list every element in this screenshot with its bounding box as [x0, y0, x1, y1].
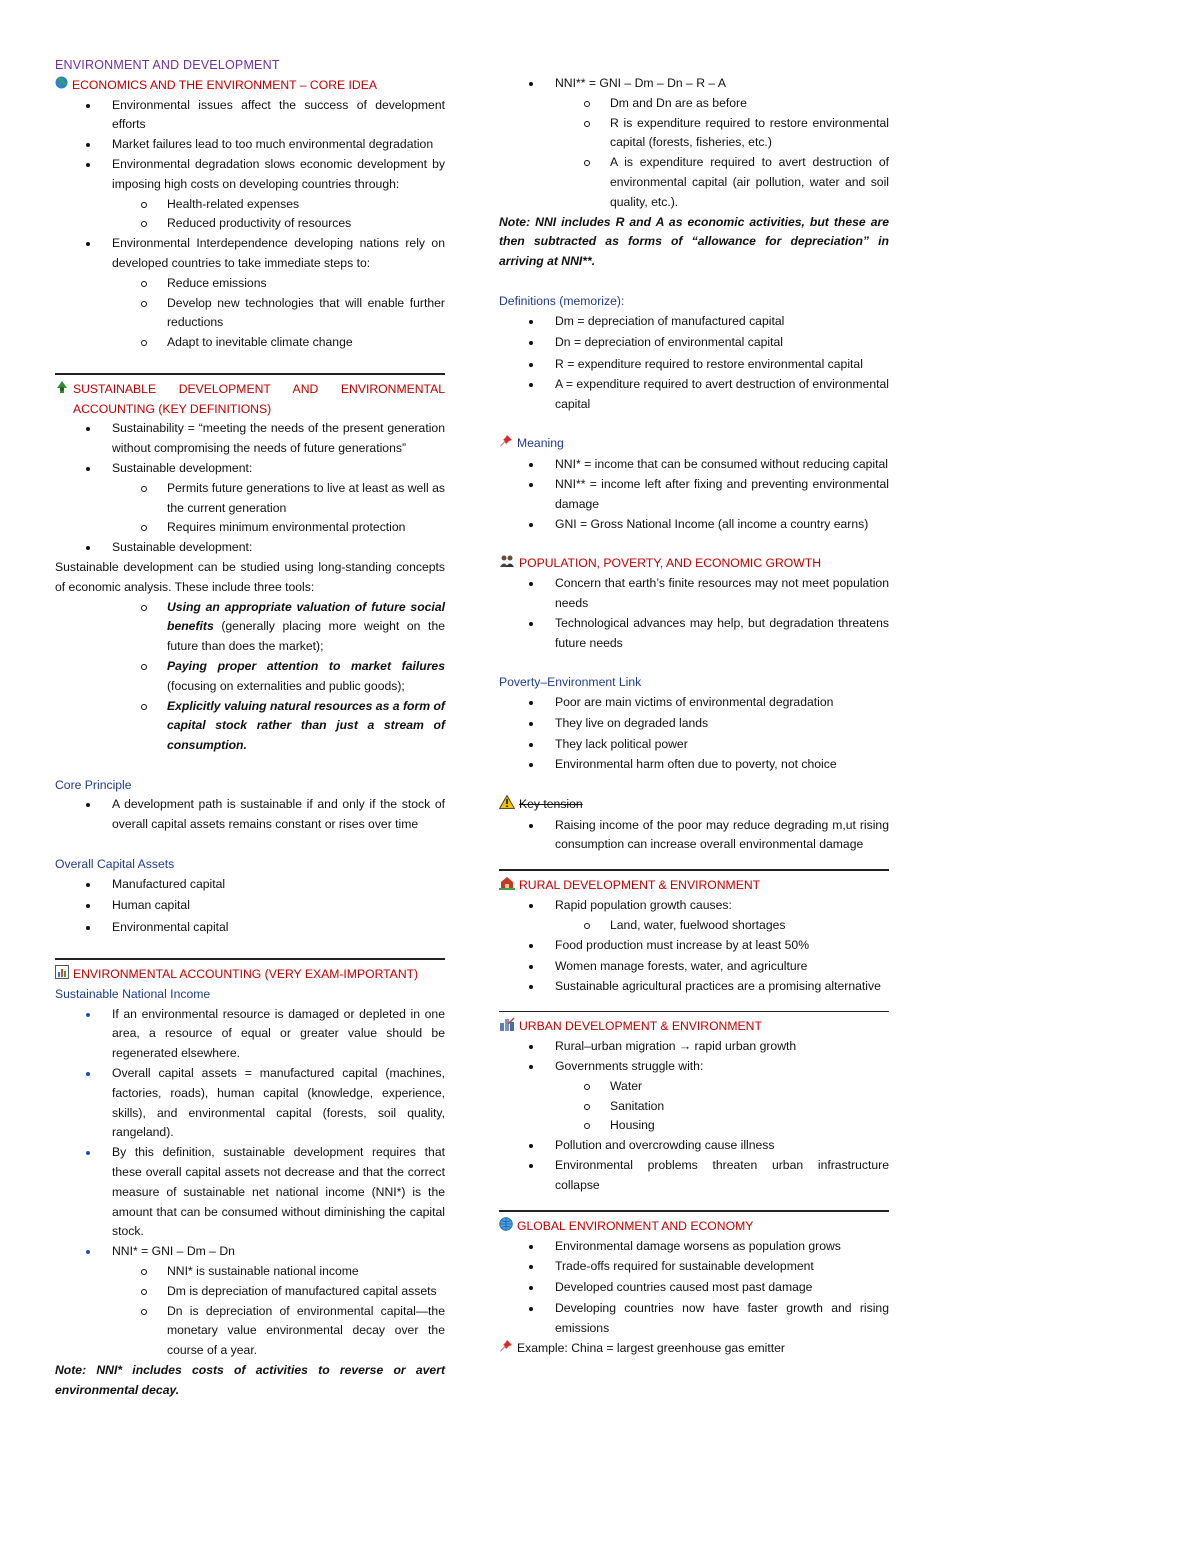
sub-list-item: NNI* is sustainable national income	[55, 1262, 445, 1282]
nni-double-star-list	[499, 74, 889, 213]
section-heading-population	[499, 554, 889, 574]
list-item-text: Environmental Interdependence developing nations rely on developed countries to take immediate steps to:	[112, 236, 445, 270]
list-item: R = expenditure required to restore environmental capital	[499, 355, 889, 375]
bar-chart-icon	[55, 965, 69, 985]
section-heading-economics	[55, 76, 445, 96]
spacer	[499, 997, 889, 1011]
capital-assets-list	[55, 875, 445, 938]
list-item-text: Sustainable development:	[112, 460, 253, 475]
list-item: Sustainable development:	[55, 538, 445, 558]
subheading-capital-assets: Overall Capital Assets	[55, 856, 175, 871]
sub-list-item: R is expenditure required to restore environmental capital (forests, fisheries, etc.)	[499, 114, 889, 154]
global-list	[499, 1237, 889, 1339]
sub-list-item: Adapt to inevitable climate change	[55, 333, 445, 353]
note-nni-double-star: Note: NNI includes R and A as economic activities, but these are then subtracted as forms of “allowance for depreciation” in arriving at NNI**.	[499, 214, 889, 269]
list-item: Developed countries caused most past damage	[499, 1278, 889, 1298]
tool-item-rest: (generally placing more weight on the future than does the market);	[167, 619, 445, 654]
tool-item-bold: Using an appropriate valuation of future social benefits	[167, 599, 445, 634]
list-item: Technological advances may help, but degradation threatens future needs	[499, 614, 889, 654]
spacer	[499, 415, 889, 435]
list-item: Rural–urban migration → rapid urban growth	[499, 1037, 889, 1057]
list-item: Concern that earth’s finite resources may not meet population needs	[499, 574, 889, 614]
section-title: SUSTAINABLE DEVELOPMENT AND ENVIRONMENTAL ACCOUNTING (KEY DEFINITIONS)	[73, 381, 445, 416]
core-principle-list	[55, 795, 445, 835]
section-title: ENVIRONMENTAL ACCOUNTING (VERY EXAM-IMPORTANT)	[73, 966, 419, 981]
sub-list-item: Dm and Dn are as before	[499, 94, 889, 114]
list-item: Sustainability = “meeting the needs of the present generation without compromising the needs of future generations”	[55, 419, 445, 459]
document-title: ENVIRONMENT AND DEVELOPMENT	[55, 58, 280, 72]
list-item	[55, 234, 445, 353]
list-item: Dm = depreciation of manufactured capital	[499, 312, 889, 332]
list-item: They lack political power	[499, 735, 889, 755]
section-heading-global	[499, 1210, 889, 1237]
list-item: Environmental harm often due to poverty, not choice	[499, 755, 889, 775]
spacer	[55, 835, 445, 855]
subheading-core-principle: Core Principle	[55, 777, 132, 792]
sub-list	[112, 1262, 445, 1361]
spacer	[55, 353, 445, 373]
list-item: Environmental issues affect the success of development efforts	[55, 96, 445, 136]
spacer	[499, 1196, 889, 1210]
sub-list-item: Dn is depreciation of environmental capital—the monetary value environmental decay over the course of a year.	[55, 1302, 445, 1361]
farm-icon	[499, 876, 515, 896]
tool-item	[55, 657, 445, 697]
list-item-text: NNI* = GNI – Dm – Dn	[112, 1244, 235, 1259]
sub-list	[555, 916, 889, 936]
sub-list-item: Dm is depreciation of manufactured capital assets	[55, 1282, 445, 1302]
example-text: Example: China = largest greenhouse gas emitter	[517, 1340, 785, 1355]
meaning-list	[499, 455, 889, 534]
tool-item-rest: (focusing on externalities and public goods);	[167, 678, 405, 693]
example-line	[499, 1339, 889, 1360]
sustainable-list	[55, 419, 445, 558]
section-title: GLOBAL ENVIRONMENT AND ECONOMY	[517, 1218, 754, 1233]
sub-list-item: Reduce emissions	[55, 274, 445, 294]
key-tension-list	[499, 816, 889, 856]
list-item-text: NNI** = GNI – Dm – Dn – R – A	[555, 76, 727, 90]
accounting-list	[55, 1005, 445, 1361]
section-heading-urban	[499, 1011, 889, 1037]
list-item: By this definition, sustainable development requires that these overall capital assets not decrease and that the correct measure of sustainable net national income (NNI*) is the amount that can be consumed without diminishing the capital stock.	[55, 1143, 445, 1242]
pushpin-icon	[499, 1339, 513, 1360]
list-item: Human capital	[55, 896, 445, 916]
population-list	[499, 574, 889, 653]
sub-list-item: Sanitation	[499, 1097, 889, 1117]
subheading-text: Meaning	[517, 436, 564, 451]
list-item: Manufactured capital	[55, 875, 445, 895]
list-item: Overall capital assets = manufactured capital (machines, factories, roads), human capital (knowledge, experience, skills), and environmental capital (forests, soil quality, rangeland).	[55, 1064, 445, 1143]
list-item: Developing countries now have faster growth and rising emissions	[499, 1299, 889, 1339]
section-title: RURAL DEVELOPMENT & ENVIRONMENT	[519, 878, 761, 893]
tool-item	[55, 598, 445, 657]
list-item: They live on degraded lands	[499, 714, 889, 734]
list-item: Raising income of the poor may reduce degrading m,ut rising consumption can increase overall environmental damage	[499, 816, 889, 856]
sub-list-item: Permits future generations to live at least as well as the current generation	[55, 479, 445, 519]
list-item: Food production must increase by at least 50%	[499, 936, 889, 956]
left-column	[55, 56, 445, 1401]
sub-list-item: Housing	[499, 1116, 889, 1136]
list-item-text: Governments struggle with:	[555, 1059, 704, 1074]
section-heading-accounting	[55, 958, 445, 985]
world-icon	[499, 1217, 513, 1237]
list-item: Pollution and overcrowding cause illness	[499, 1136, 889, 1156]
sub-list	[555, 1077, 889, 1136]
section-title: POPULATION, POVERTY, AND ECONOMIC GROWTH	[519, 556, 822, 571]
sub-list-item: Water	[499, 1077, 889, 1097]
sub-list-item: A is expenditure required to avert destruction of environmental capital (air pollution, water and soil quality, etc.).	[499, 153, 889, 212]
poverty-link-list	[499, 693, 889, 775]
city-icon	[499, 1017, 515, 1037]
note-nni-star: Note: NNI* includes costs of activities to reverse or avert environmental decay.	[55, 1363, 445, 1397]
right-column	[499, 74, 889, 1359]
sub-list	[112, 274, 445, 353]
list-item	[499, 74, 889, 213]
sub-list-item: Develop new technologies that will enable further reductions	[55, 294, 445, 334]
list-item: A = expenditure required to avert destruction of environmental capital	[499, 375, 889, 415]
list-item: Sustainable agricultural practices are a promising alternative	[499, 977, 889, 997]
spacer	[55, 756, 445, 776]
list-item: Dn = depreciation of environmental capital	[499, 333, 889, 353]
list-item-text: Rapid population growth causes:	[555, 898, 732, 913]
sub-list	[555, 94, 889, 213]
warning-icon	[499, 795, 515, 816]
list-item: A development path is sustainable if and only if the stock of overall capital assets remains constant or rises over time	[55, 795, 445, 835]
tool-item-bold: Explicitly valuing natural resources as a form of capital stock rather than just a stream of consumption.	[167, 698, 445, 753]
list-item-text: Environmental degradation slows economic development by imposing high costs on developing countries through:	[112, 156, 445, 191]
spacer	[499, 272, 889, 292]
list-item: Trade-offs required for sustainable development	[499, 1257, 889, 1277]
list-item: GNI = Gross National Income (all income a country earns)	[499, 515, 889, 535]
tool-item	[55, 697, 445, 756]
definitions-list	[499, 312, 889, 415]
spacer	[499, 653, 889, 673]
subheading-sustainable-income: Sustainable National Income	[55, 986, 211, 1001]
list-item	[55, 155, 445, 234]
economics-list	[55, 96, 445, 353]
urban-list	[499, 1037, 889, 1195]
pushpin-icon	[499, 434, 513, 455]
section-heading-sustainable	[55, 373, 445, 420]
globe-icon	[55, 76, 68, 95]
sub-list-item: Requires minimum environmental protection	[55, 518, 445, 538]
list-item: Poor are main victims of environmental degradation	[499, 693, 889, 713]
spacer	[499, 775, 889, 795]
list-item: Environmental capital	[55, 918, 445, 938]
section-title: URBAN DEVELOPMENT & ENVIRONMENT	[519, 1019, 762, 1034]
tools-list	[55, 598, 445, 756]
rural-list	[499, 896, 889, 997]
subheading-definitions: Definitions (memorize):	[499, 293, 625, 308]
section-heading-rural	[499, 869, 889, 896]
tool-item-bold: Paying proper attention to market failures	[167, 658, 445, 673]
list-item	[499, 1057, 889, 1136]
list-item: NNI* = income that can be consumed without reducing capital	[499, 455, 889, 475]
list-item: Environmental problems threaten urban infrastructure collapse	[499, 1156, 889, 1196]
people-icon	[499, 554, 515, 574]
sub-list-item: Health-related expenses	[55, 195, 445, 215]
sub-list	[112, 479, 445, 538]
list-item: Market failures lead to too much environmental degradation	[55, 135, 445, 155]
subheading-key-tension	[499, 795, 889, 816]
sub-list-item: Reduced productivity of resources	[55, 214, 445, 234]
subheading-poverty-link: Poverty–Environment Link	[499, 675, 642, 690]
paragraph: Sustainable development can be studied using long-standing concepts of economic analysis. These include three tools:	[55, 559, 445, 594]
list-item	[55, 1242, 445, 1361]
subheading-meaning	[499, 434, 889, 455]
sub-list	[112, 195, 445, 235]
spacer	[55, 938, 445, 958]
section-title: ECONOMICS AND THE ENVIRONMENT – CORE IDEA	[72, 77, 377, 92]
spacer	[499, 534, 889, 554]
subheading-text: Key tension	[519, 796, 583, 811]
list-item: If an environmental resource is damaged or depleted in one area, a resource of equal or greater value should be regenerated elsewhere.	[55, 1005, 445, 1064]
recycle-icon	[55, 380, 69, 400]
sub-list-item: Land, water, fuelwood shortages	[499, 916, 889, 936]
list-item	[499, 896, 889, 936]
list-item: Women manage forests, water, and agriculture	[499, 957, 889, 977]
list-item: Environmental damage worsens as population grows	[499, 1237, 889, 1257]
spacer	[499, 855, 889, 869]
list-item: NNI** = income left after fixing and preventing environmental damage	[499, 475, 889, 515]
list-item	[55, 459, 445, 538]
